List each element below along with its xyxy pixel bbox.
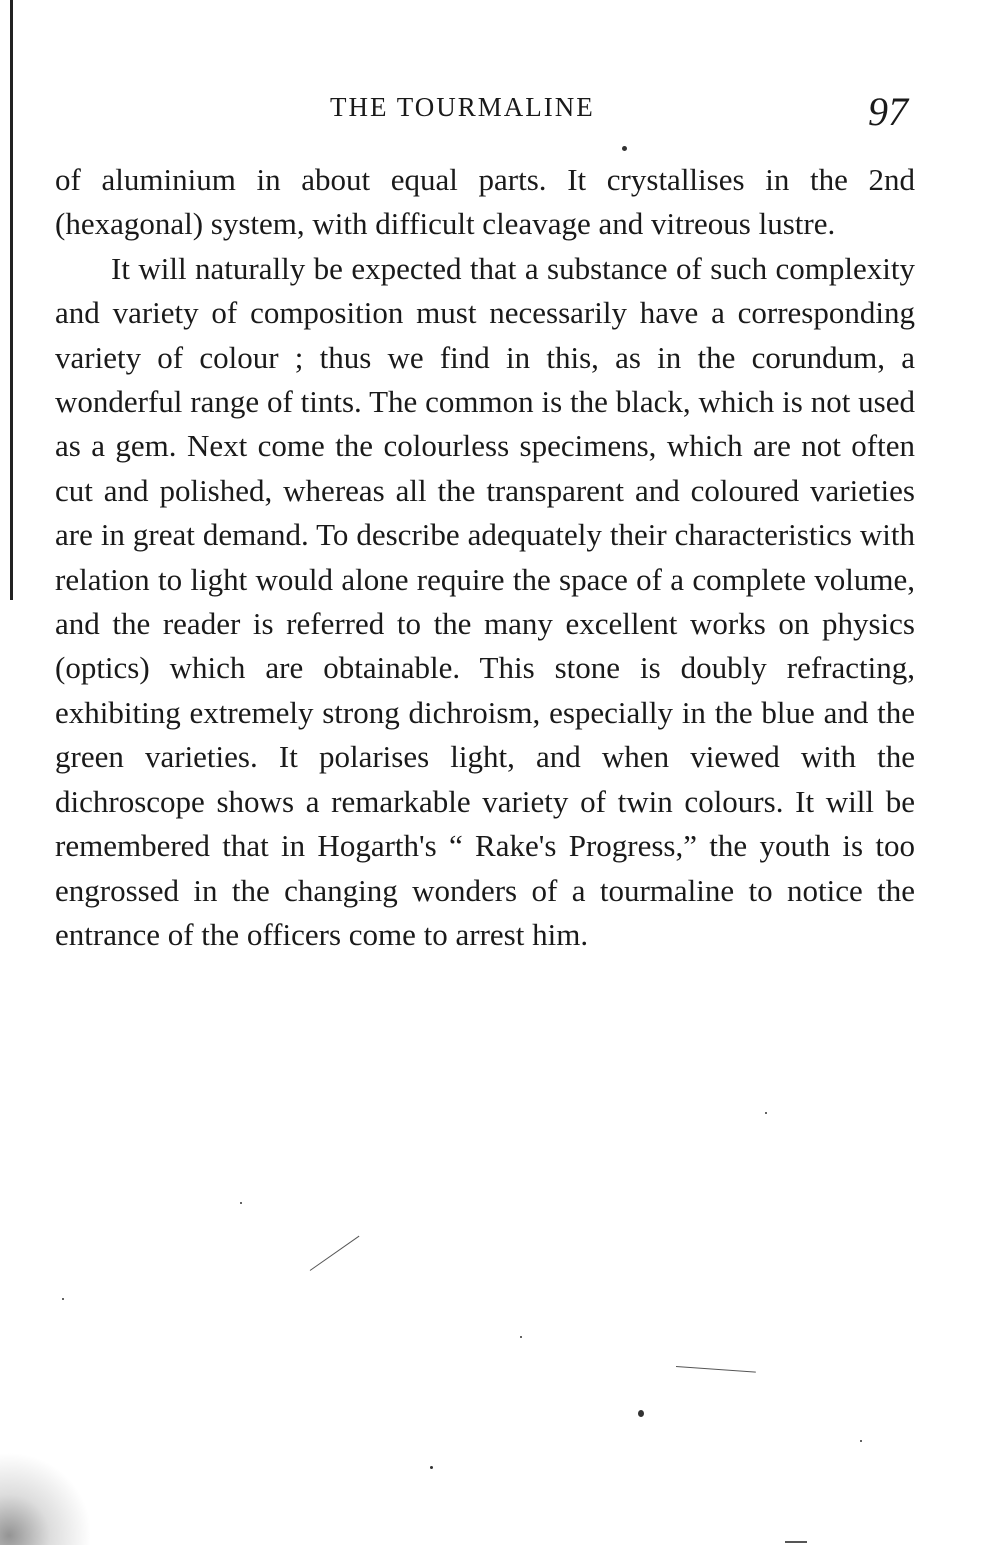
page-number: 97 [868, 89, 908, 134]
ink-speck [765, 1112, 767, 1114]
ink-speck [240, 1202, 242, 1204]
ink-speck [638, 1410, 644, 1417]
page-edge-line [10, 0, 13, 600]
running-title: THE TOURMALINE [330, 92, 595, 122]
ink-speck [860, 1440, 862, 1442]
running-head [0, 89, 1000, 134]
body-text [55, 158, 915, 957]
paragraph: It will naturally be expected that a substance of such complexity and variety of composition must necessarily have a corresponding variety of colour ; thus we find in this, as in the corundum, a wonderful range of tints. The common is the black, which is not used as a gem. Next come the colourless specimens, which are not often cut and polished, whereas all the transparent and coloured varieties are in great demand. To describe adequately their characteristics with relation to light would alone require the space of a complete volume, and the reader is referred to the many excellent works on physics (optics) which are obtainable. This stone is doubly refracting, exhibiting extremely strong dichroism, especially in the blue and the green varieties. It polarises light, and when viewed with the dichroscope shows a remarkable variety of twin colours. It will be remembered that in Hogarth's “ Rake's Progress,” the youth is too engrossed in the changing wonders of a tourmaline to notice the entrance of the officers come to arrest him. [55, 250, 915, 952]
pencil-mark [310, 1236, 360, 1271]
paragraph-continuation: of aluminium in about equal parts. It crystallises in the 2nd (hexagonal) system, with difficult cleavage and vitreous lustre. [55, 162, 915, 242]
ink-speck [520, 1336, 522, 1338]
pencil-mark [676, 1366, 756, 1373]
pencil-mark [785, 1541, 807, 1543]
ink-speck [430, 1466, 433, 1469]
ink-speck [622, 146, 627, 151]
ink-speck [62, 1298, 64, 1300]
scan-grain [0, 1450, 90, 1545]
